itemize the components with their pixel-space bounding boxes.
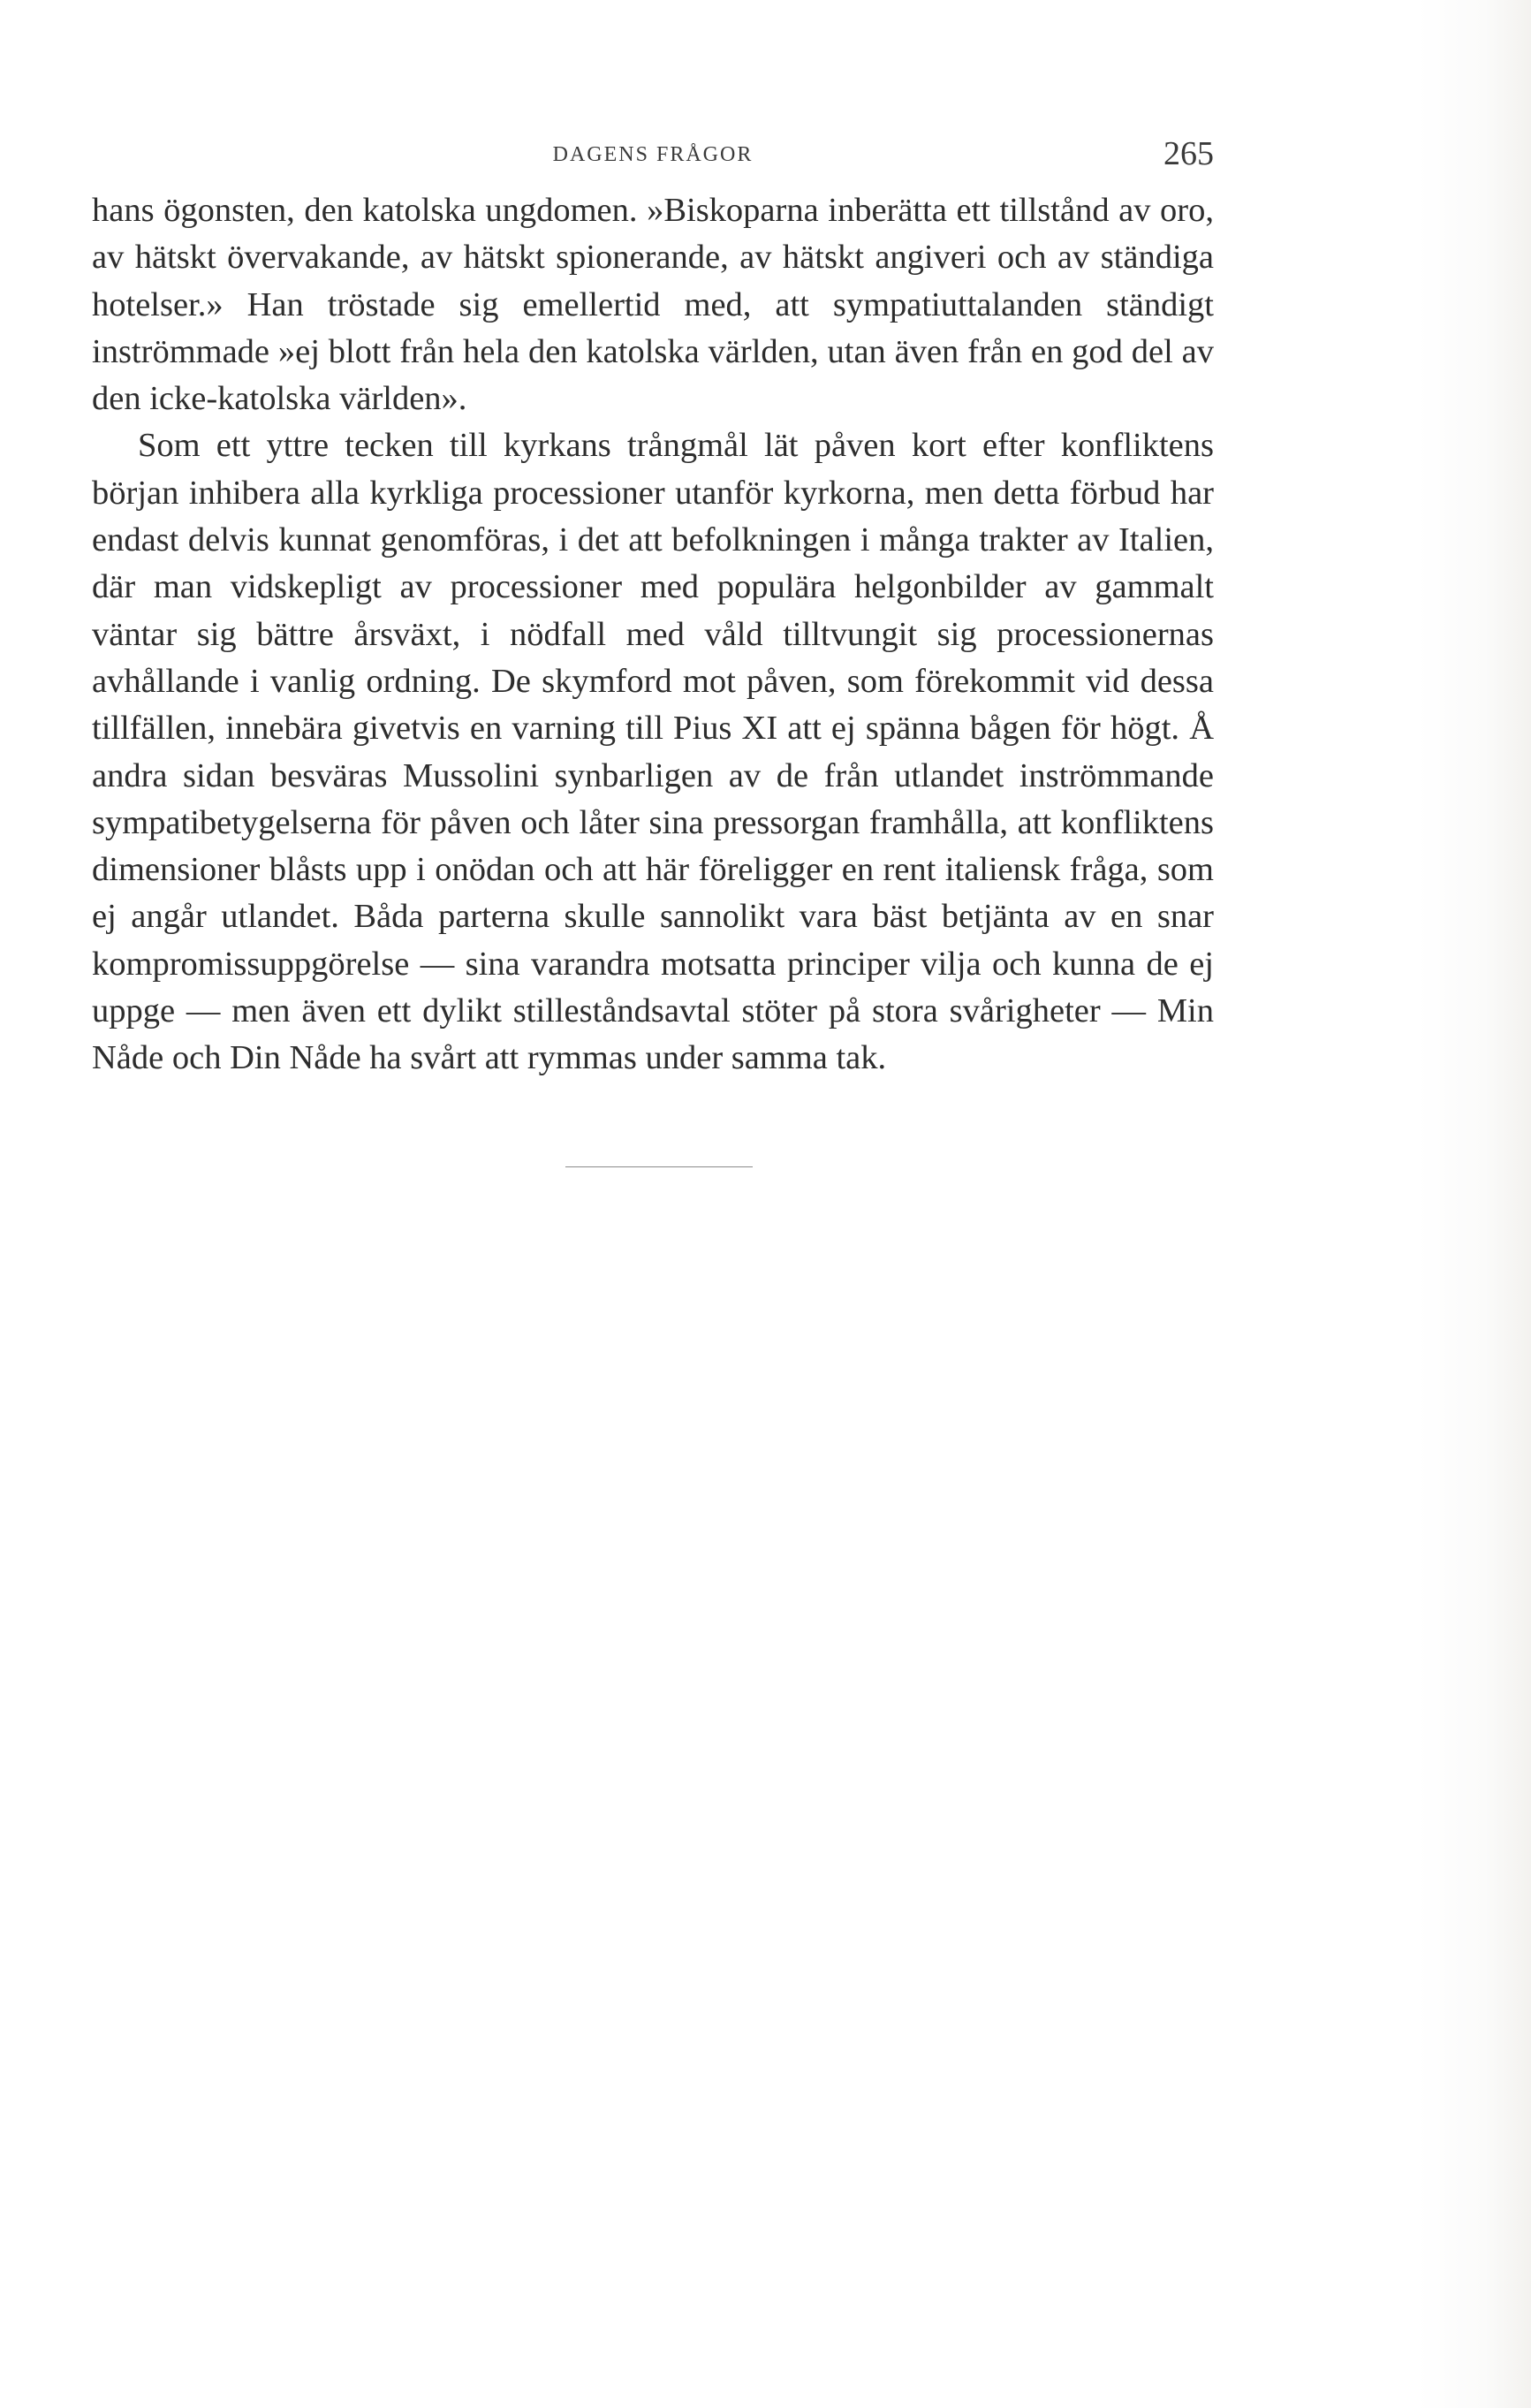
page-header bbox=[92, 134, 1214, 179]
paragraph-1: hans ögonsten, den katolska ungdomen. »Biskoparna inberätta ett tillstånd av oro, av hätskt övervakande, av hätskt spionerande, av hätskt angiveri och av ständiga hotelser.» Han tröstade sig emellertid med, att sympatiuttalanden ständigt inströmmade »ej blott från hela den katolska världen, utan även från en god del av den icke-katolska världen». bbox=[92, 192, 1214, 418]
paper-edge-shading bbox=[1416, 0, 1531, 2408]
section-end-rule bbox=[565, 1166, 753, 1167]
paragraph-2: Som ett yttre tecken till kyrkans trångmål lät påven kort efter konfliktens början inhibera alla kyrkliga processioner utanför kyrkorna, men detta förbud har endast delvis kunnat genomföras, i det att befolkningen i många trakter av Italien, där man vidskepligt av processioner med populära helgonbilder av gammalt väntar sig bättre årsväxt, i nödfall med våld tilltvungit sig processionernas avhållande i vanlig ordning. De skymford mot påven, som förekommit vid dessa tillfällen, innebära givetvis en varning till Pius XI att ej spänna bågen för högt. Å andra sidan besväras Mussolini synbarligen av de från utlandet inströmmande sympatibetygelserna för påven och låter sina pressorgan framhålla, att konfliktens dimensioner blåsts upp i onödan och att här föreligger en rent italiensk fråga, som ej angår utlandet. Båda parterna skulle sannolikt vara bäst betjänta av en snar kompromissuppgörelse — sina varandra motsatta principer vilja och kunna de ej uppge — men även ett dylikt stilleståndsavtal stöter på stora svårigheter — Min Nåde och Din Nåde ha svårt att rymmas under samma tak. bbox=[92, 427, 1214, 1077]
body-text bbox=[92, 187, 1214, 1082]
page-number: 265 bbox=[1163, 135, 1214, 172]
running-title: DAGENS FRÅGOR bbox=[552, 143, 754, 166]
